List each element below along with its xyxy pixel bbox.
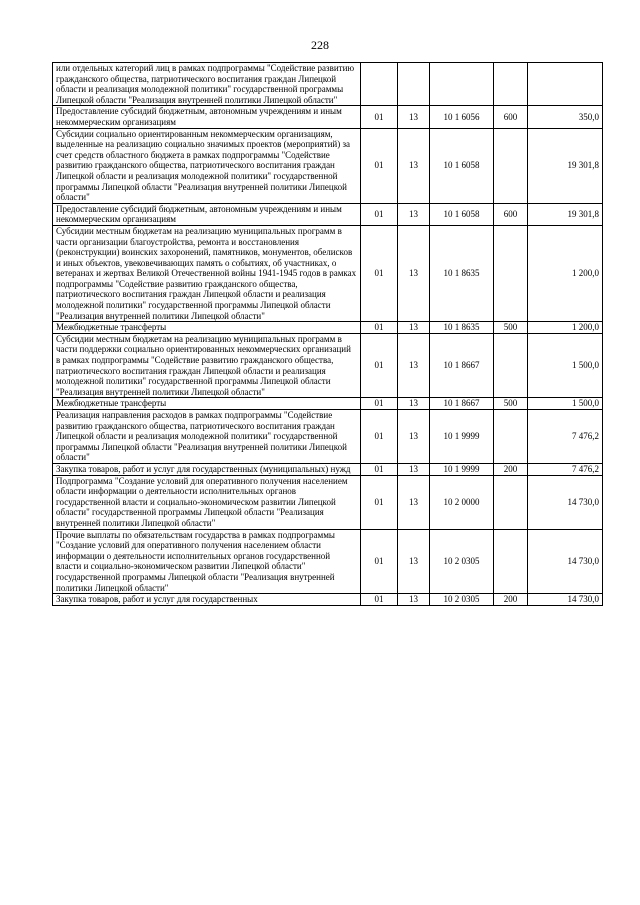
table-row (53, 463, 603, 475)
expense-name-cell: Подпрограмма "Создание условий для оперативного получения населением области информации о деятельности исполнительных органов государственной власти и социально-экономическом развитии Липецкой области" государственной программы Липецкой области "Реализация внутренней политики Липецкой области" (53, 475, 361, 529)
department-code-cell: 01 (361, 594, 398, 606)
expense-type-cell: 600 (494, 106, 528, 128)
expense-name-cell: Межбюджетные трансферты (53, 398, 361, 410)
expense-type-cell (494, 333, 528, 398)
expense-type-cell (494, 475, 528, 529)
budget-table (52, 62, 603, 606)
department-code-cell: 01 (361, 225, 398, 321)
target-article-cell: 10 1 8635 (430, 225, 494, 321)
target-article-cell: 10 1 8635 (430, 322, 494, 334)
table-row (53, 128, 603, 203)
department-code-cell: 01 (361, 203, 398, 225)
target-article-cell: 10 1 8667 (430, 398, 494, 410)
department-code-cell: 01 (361, 529, 398, 594)
budget-table-body (53, 63, 603, 606)
department-code-cell: 01 (361, 410, 398, 464)
department-code-cell: 01 (361, 475, 398, 529)
section-code-cell: 13 (398, 106, 430, 128)
expense-type-cell (494, 63, 528, 106)
expense-name-cell: Закупка товаров, работ и услуг для государственных (53, 594, 361, 606)
department-code-cell: 01 (361, 322, 398, 334)
expense-type-cell (494, 529, 528, 594)
target-article-cell: 10 2 0000 (430, 475, 494, 529)
amount-cell: 350,0 (528, 106, 603, 128)
expense-name-cell: Межбюджетные трансферты (53, 322, 361, 334)
table-row (53, 594, 603, 606)
table-row (53, 475, 603, 529)
table-row (53, 106, 603, 128)
expense-name-cell: Предоставление субсидий бюджетным, автономным учреждениям и иным некоммерческим организациям (53, 106, 361, 128)
department-code-cell: 01 (361, 333, 398, 398)
amount-cell: 19 301,8 (528, 203, 603, 225)
target-article-cell: 10 1 6056 (430, 106, 494, 128)
amount-cell: 1 500,0 (528, 398, 603, 410)
table-row (53, 225, 603, 321)
amount-cell: 1 200,0 (528, 225, 603, 321)
amount-cell: 1 500,0 (528, 333, 603, 398)
department-code-cell (361, 63, 398, 106)
expense-type-cell: 200 (494, 463, 528, 475)
expense-name-cell: Субсидии социально ориентированным некоммерческим организациям, выделенные на реализацию социально значимых проектов (мероприятий) за счет средств областного бюджета в рамках подпрограммы "Содействие развитию гражданского общества, патриотического воспитания граждан Липецкой области и реализация молодежной политики" государственной программы Липецкой области "Реализация внутренней политики Липецкой области" (53, 128, 361, 203)
department-code-cell: 01 (361, 106, 398, 128)
page-number: 228 (311, 38, 329, 52)
amount-cell: 7 476,2 (528, 463, 603, 475)
expense-name-cell: Закупка товаров, работ и услуг для государственных (муниципальных) нужд (53, 463, 361, 475)
section-code-cell: 13 (398, 475, 430, 529)
amount-cell: 1 200,0 (528, 322, 603, 334)
target-article-cell: 10 2 0305 (430, 529, 494, 594)
amount-cell: 14 730,0 (528, 475, 603, 529)
table-row (53, 398, 603, 410)
target-article-cell (430, 63, 494, 106)
section-code-cell: 13 (398, 225, 430, 321)
expense-type-cell: 200 (494, 594, 528, 606)
expense-name-cell: или отдельных категорий лиц в рамках подпрограммы "Содействие развитию гражданского общества, патриотического воспитания граждан Липецкой области и реализация молодежной политики" государственной программы Липецкой области "Реализация внутренней политики Липецкой области" (53, 63, 361, 106)
section-code-cell: 13 (398, 203, 430, 225)
amount-cell (528, 63, 603, 106)
amount-cell: 14 730,0 (528, 594, 603, 606)
section-code-cell: 13 (398, 322, 430, 334)
section-code-cell: 13 (398, 463, 430, 475)
expense-type-cell: 500 (494, 398, 528, 410)
section-code-cell: 13 (398, 410, 430, 464)
target-article-cell: 10 2 0305 (430, 594, 494, 606)
expense-type-cell (494, 128, 528, 203)
target-article-cell: 10 1 9999 (430, 463, 494, 475)
table-row (53, 333, 603, 398)
section-code-cell: 13 (398, 594, 430, 606)
expense-type-cell: 500 (494, 322, 528, 334)
target-article-cell: 10 1 9999 (430, 410, 494, 464)
table-row (53, 410, 603, 464)
expense-name-cell: Субсидии местным бюджетам на реализацию муниципальных программ в части поддержки социально ориентированных некоммерческих организаций в рамках подпрограммы "Содействие развитию гражданского общества, патриотического воспитания граждан Липецкой области и реализация молодежной политики" государственной программы Липецкой области "Реализация внутренней политики Липецкой области" (53, 333, 361, 398)
section-code-cell: 13 (398, 333, 430, 398)
section-code-cell: 13 (398, 398, 430, 410)
section-code-cell: 13 (398, 128, 430, 203)
expense-name-cell: Реализация направления расходов в рамках подпрограммы "Содействие развитию гражданского общества, патриотического воспитания граждан Липецкой области и реализация молодежной политики" государственной программы Липецкой области "Реализация внутренней политики Липецкой области" (53, 410, 361, 464)
table-row (53, 529, 603, 594)
section-code-cell: 13 (398, 529, 430, 594)
expense-name-cell: Субсидии местным бюджетам на реализацию муниципальных программ в части организации благоустройства, ремонта и восстановления (реконструкции) воинских захоронений, памятников, монументов, обелисков и иных объектов, увековечивающих память о событиях, об участниках, о ветеранах и жертвах Великой Отечественной войны 1941-1945 годов в рамках подпрограммы "Содействие развитию гражданского общества, патриотического воспитания граждан Липецкой области и реализация молодежной политики" государственной программы Липецкой области "Реализация внутренней политики Липецкой области" (53, 225, 361, 321)
amount-cell: 14 730,0 (528, 529, 603, 594)
department-code-cell: 01 (361, 128, 398, 203)
expense-name-cell: Прочие выплаты по обязательствам государства в рамках подпрограммы "Создание условий для оперативного получения населением области информации о деятельности исполнительных органов государственной власти и социально-экономическом развитии Липецкой области" государственной программы Липецкой области "Реализация внутренней политики Липецкой области" (53, 529, 361, 594)
table-row (53, 322, 603, 334)
expense-type-cell: 600 (494, 203, 528, 225)
expense-name-cell: Предоставление субсидий бюджетным, автономным учреждениям и иным некоммерческим организациям (53, 203, 361, 225)
table-row (53, 63, 603, 106)
section-code-cell (398, 63, 430, 106)
target-article-cell: 10 1 8667 (430, 333, 494, 398)
department-code-cell: 01 (361, 398, 398, 410)
expense-type-cell (494, 225, 528, 321)
expense-type-cell (494, 410, 528, 464)
table-row (53, 203, 603, 225)
department-code-cell: 01 (361, 463, 398, 475)
target-article-cell: 10 1 6058 (430, 128, 494, 203)
amount-cell: 19 301,8 (528, 128, 603, 203)
target-article-cell: 10 1 6058 (430, 203, 494, 225)
amount-cell: 7 476,2 (528, 410, 603, 464)
